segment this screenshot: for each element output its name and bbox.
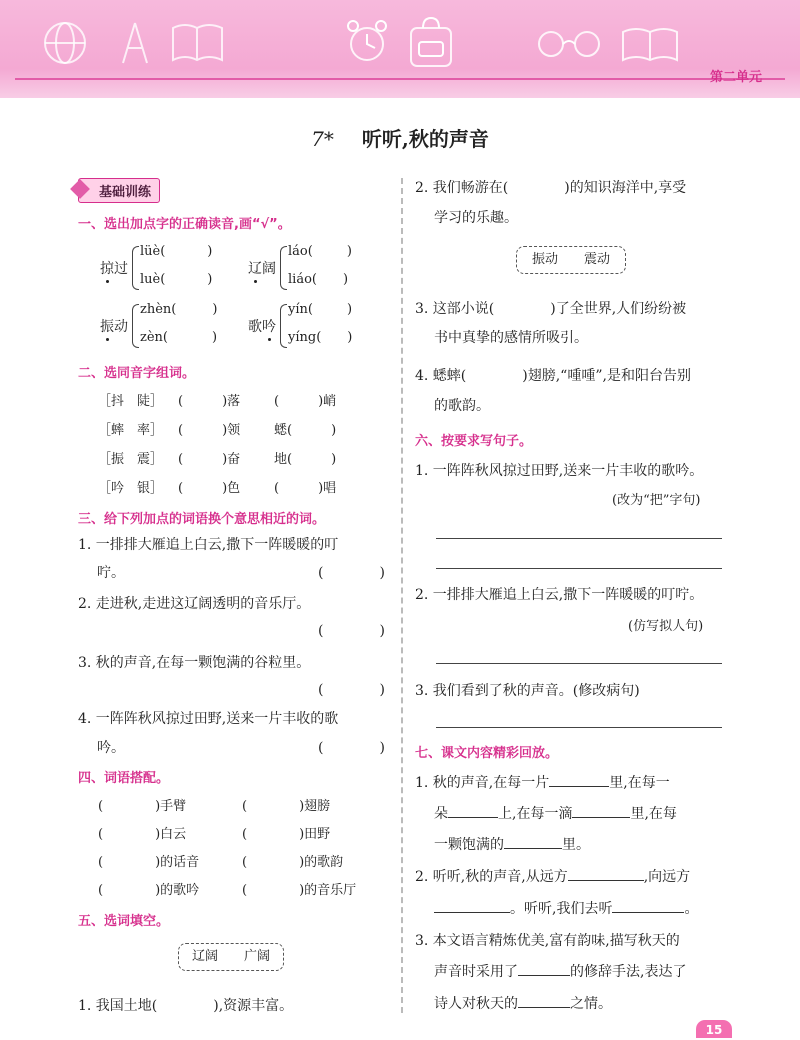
s7-q2-line1: 2. 听听,秋的声音,从远方 ,向远方 xyxy=(415,869,691,885)
homophone-row: ［吟 银］ ( )色 ( )唱 xyxy=(98,481,337,496)
collocation-row: ( )手臂 ( )翅膀 xyxy=(98,799,331,814)
section-6-title: 六、按要求写句子。 xyxy=(415,434,533,449)
s5-q3: 3. 这部小说( )了全世界,人们纷纷被 xyxy=(415,301,687,317)
s7-q1-line1: 1. 秋的声音,在每一片 里,在每一 xyxy=(415,775,670,791)
collocation-row: ( )的歌吟 ( )的音乐厅 xyxy=(98,883,357,898)
brace xyxy=(132,304,139,348)
badge-text: 基础训练 xyxy=(99,185,152,200)
s5-q2: 2. 我们畅游在( )的知识海洋中,享受 xyxy=(415,180,687,196)
pinyin-option: zèn( ) xyxy=(140,330,218,345)
brace xyxy=(280,304,287,348)
answer-paren: ( ) xyxy=(318,623,385,639)
homophone-row: ［振 震］ ( )奋 地( ) xyxy=(98,452,337,467)
glasses-icon xyxy=(535,26,605,60)
pinyin-option: luè( ) xyxy=(140,272,213,287)
header-rule xyxy=(15,78,785,80)
fill-blank[interactable] xyxy=(568,880,644,881)
open-book-icon xyxy=(620,24,680,64)
globe-icon xyxy=(40,18,90,68)
page-number: 15 xyxy=(696,1020,732,1038)
s3-q3: 3. 秋的声音,在每一颗饱满的谷粒里。 xyxy=(78,655,311,671)
homophone-row: ［蟀 率］ ( )领 蟋( ) xyxy=(98,423,337,438)
word-lueguo: 掠过 xyxy=(100,261,128,277)
section-7-title: 七、课文内容精彩回放。 xyxy=(415,746,559,761)
pinyin-option: láo( ) xyxy=(288,244,352,259)
s5-q4-cont: 的歌韵。 xyxy=(434,398,490,414)
s5-q3-cont: 书中真挚的感情所吸引。 xyxy=(434,330,588,346)
book-icon xyxy=(170,22,225,64)
fill-blank[interactable] xyxy=(434,912,510,913)
s3-q2: 2. 走进秋,走进这辽阔透明的音乐厅。 xyxy=(78,596,311,612)
section-1-title: 一、选出加点字的正确读音,画“√”。 xyxy=(78,217,291,232)
pinyin-option: lüè( ) xyxy=(140,244,213,259)
brace xyxy=(132,246,139,290)
homophone-row: ［抖 陡］ ( )落 ( )峭 xyxy=(98,394,337,409)
s5-q4: 4. 蟋蟀( )翅膀,“喠喠”,是和阳台告别 xyxy=(415,368,691,384)
fill-blank[interactable] xyxy=(518,1007,570,1008)
s7-q3-line3: 诗人对秋天的 之情。 xyxy=(434,996,612,1012)
answer-paren: ( ) xyxy=(318,740,385,756)
section-5-title: 五、选词填空。 xyxy=(78,914,170,929)
lesson-title xyxy=(0,123,800,152)
s6-q3: 3. 我们看到了秋的声音。(修改病句) xyxy=(415,683,640,699)
fill-blank[interactable] xyxy=(448,817,498,818)
compass-icon xyxy=(115,18,155,68)
answer-line[interactable] xyxy=(436,663,722,664)
header-decoration xyxy=(20,10,720,70)
s3-q4: 4. 一阵阵秋风掠过田野,送来一片丰收的歌 xyxy=(78,711,339,727)
s7-q2-line2: 。听听,我们去听 。 xyxy=(434,898,698,918)
answer-line[interactable] xyxy=(436,727,722,728)
column-divider xyxy=(401,178,403,1013)
answer-paren: ( ) xyxy=(318,565,385,581)
word-choice-box: 辽阔 广阔 xyxy=(178,943,284,971)
s7-q1-line3: 一颗饱满的 里。 xyxy=(434,837,590,853)
fill-blank[interactable] xyxy=(549,786,609,787)
s6-q2: 2. 一排排大雁追上白云,撒下一阵暖暖的叮咛。 xyxy=(415,587,704,603)
s3-q1-cont: 咛。 xyxy=(97,565,125,581)
s5-q1: 1. 我国土地( ),资源丰富。 xyxy=(78,998,294,1014)
s7-q3-line2: 声音时采用了 的修辞手法,表达了 xyxy=(434,964,687,980)
diamond-icon xyxy=(70,179,90,199)
s6-q1: 1. 一阵阵秋风掠过田野,送来一片丰收的歌吟。 xyxy=(415,463,704,479)
s5-q2-cont: 学习的乐趣。 xyxy=(434,210,518,226)
word-liaokuo: 辽阔 xyxy=(248,261,276,277)
lesson-title-text: 听听,秋的声音 xyxy=(361,127,489,151)
fill-blank[interactable] xyxy=(504,848,562,849)
answer-line[interactable] xyxy=(436,538,722,539)
fill-blank[interactable] xyxy=(518,975,570,976)
unit-label: 第二单元 xyxy=(709,70,762,85)
s7-q1-line2: 朵 上,在每一滴 里,在每 xyxy=(434,806,677,822)
section-3-title: 三、给下列加点的词语换个意思相近的词。 xyxy=(78,512,326,527)
s6-q2-hint: (仿写拟人句) xyxy=(628,619,704,634)
fill-blank[interactable] xyxy=(572,817,630,818)
word-geyin: 歌吟 xyxy=(248,319,276,335)
s7-q3-line1: 3. 本文语言精炼优美,富有韵味,描写秋天的 xyxy=(415,933,680,949)
pinyin-option: liáo( ) xyxy=(288,272,349,287)
word-choice-box: 振动 震动 xyxy=(516,246,626,274)
pinyin-option: yíng( ) xyxy=(288,330,353,345)
section-2-title: 二、选同音字组词。 xyxy=(78,366,196,381)
pinyin-option: zhèn( ) xyxy=(140,302,218,317)
section-4-title: 四、词语搭配。 xyxy=(78,771,170,786)
brace xyxy=(280,246,287,290)
collocation-row: ( )白云 ( )田野 xyxy=(98,827,331,842)
answer-line[interactable] xyxy=(436,568,722,569)
basic-training-badge xyxy=(78,178,160,203)
page-header xyxy=(0,0,800,98)
word-zhendong: 振动 xyxy=(100,319,128,335)
backpack-icon xyxy=(405,14,457,70)
lesson-number: 7* xyxy=(311,127,334,151)
s6-q1-hint: (改为“把”字句) xyxy=(612,493,701,508)
s3-q1: 1. 一排排大雁追上白云,撒下一阵暖暖的叮 xyxy=(78,537,339,553)
s3-q4-cont: 吟。 xyxy=(97,740,125,756)
collocation-row: ( )的话音 ( )的歌韵 xyxy=(98,855,344,870)
answer-paren: ( ) xyxy=(318,682,385,698)
pinyin-option: yín( ) xyxy=(288,302,353,317)
alarm-clock-icon xyxy=(345,16,390,68)
fill-blank[interactable] xyxy=(612,912,684,913)
